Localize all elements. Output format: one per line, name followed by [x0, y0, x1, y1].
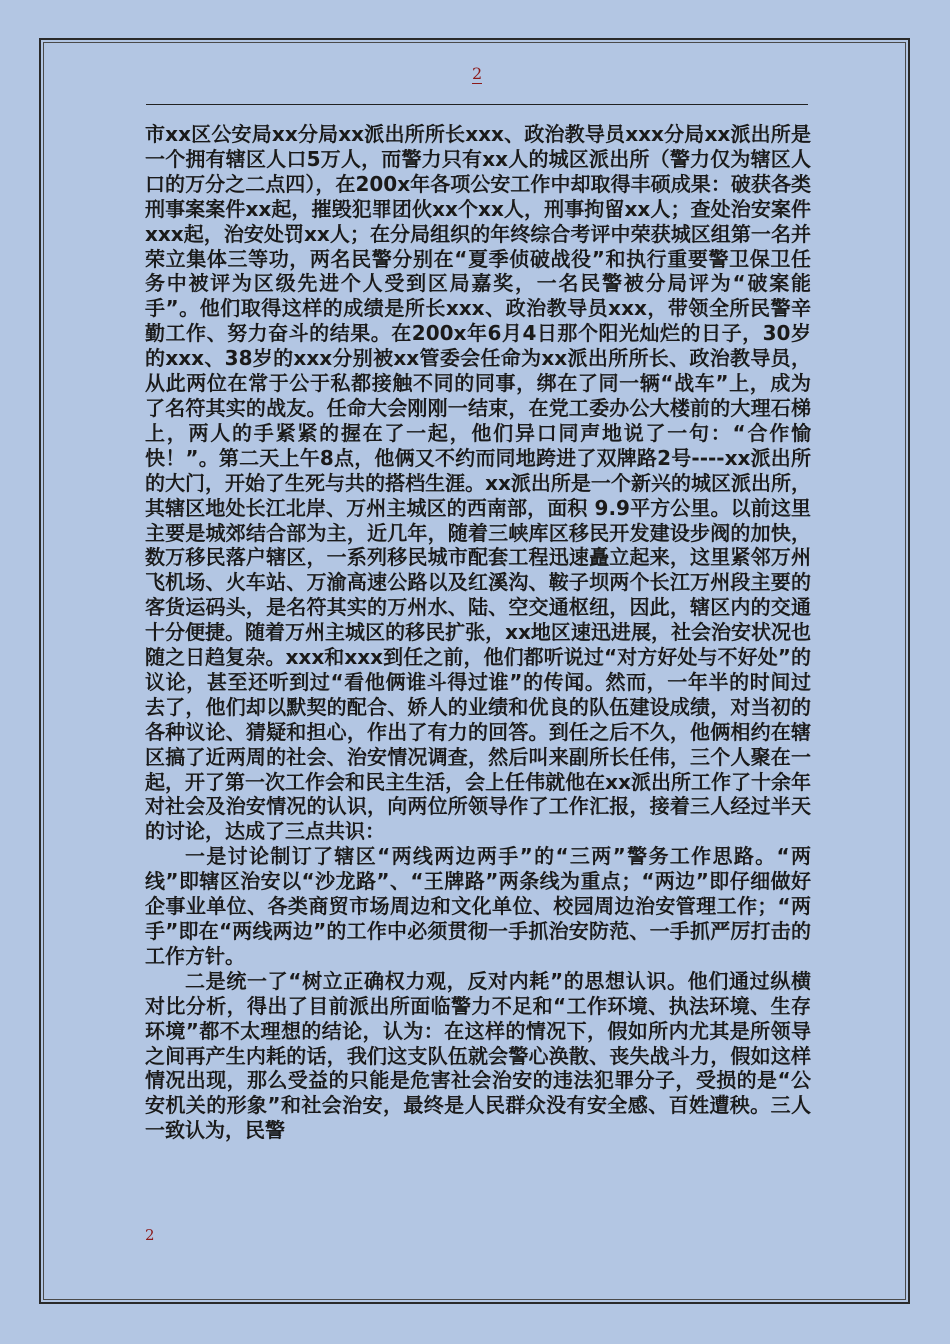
document-body [145, 122, 811, 1143]
body-paragraph: 一是讨论制订了辖区“两线两边两手”的“三两”警务工作思路。“两线”即辖区治安以“沙龙路”、“王牌路”两条线为重点；“两边”即仔细做好企事业单位、各类商贸市场周边和文化单位、校园周边治安管理工作；“两手”即在“两线两边”的工作中必须贯彻一手抓治安防范、一手抓严厉打击的工作方针。 [145, 844, 811, 968]
footer-page-number: 2 [145, 1226, 155, 1244]
body-paragraph: 市xx区公安局xx分局xx派出所所长xxx、政治教导员xxx分局xx派出所是一个拥有辖区人口5万人，而警力只有xx人的城区派出所（警力仅为辖区人口的万分之二点四），在200x年各项公安工作中却取得丰硕成果：破获各类刑事案案件xx起，摧毁犯罪团伙xx个xx人，刑事拘留xx人；查处治安案件xxx起，治安处罚xx人；在分局组织的年终综合考评中荣获城区组第一名并荣立集体三等功，两名民警分别在“夏季侦破战役”和执行重要警卫保卫任务中被评为区级先进个人受到区局嘉奖，一名民警被分局评为“破案能手”。他们取得这样的成绩是所长xxx、政治教导员xxx，带领全所民警辛勤工作、努力奋斗的结果。在200x年6月4日那个阳光灿烂的日子，30岁的xxx、38岁的xxx分别被xx管委会任命为xx派出所所长、政治教导员，从此两位在常于公于私都接触不同的同事，绑在了同一辆“战车”上，成为了名符其实的战友。任命大会刚刚一结束，在党工委办公大楼前的大理石梯上，两人的手紧紧的握在了一起，他们异口同声地说了一句：“合作愉快！”。第二天上午8点，他俩又不约而同地跨进了双牌路2号----xx派出所的大门，开始了生死与共的搭档生涯。xx派出所是一个新兴的城区派出所，其辖区地处长江北岸、万州主城区的西南部，面积 9.9平方公里。以前这里主要是城郊结合部为主，近几年，随着三峡库区移民开发建设步阀的加快，数万移民落户辖区，一系列移民城市配套工程迅速矗立起来，这里紧邻万州飞机场、火车站、万渝高速公路以及红溪沟、鞍子坝两个长江万州段主要的客货运码头，是名符其实的万州水、陆、空交通枢纽，因此，辖区内的交通十分便捷。随着万州主城区的移民扩张，xx地区速迅进展，社会治安状况也随之日趋复杂。xxx和xxx到任之前，他们都听说过“对方好处与不好处”的议论，甚至还听到过“看他俩谁斗得过谁”的传闻。然而，一年半的时间过去了，他们却以默契的配合、娇人的业绩和优良的队伍建设成绩，对当初的各种议论、猜疑和担心，作出了有力的回答。到任之后不久，他俩相约在辖区搞了近两周的社会、治安情况调查，然后叫来副所长任伟，三个人聚在一起，开了第一次工作会和民主生活，会上任伟就他在xx派出所工作了十余年对社会及治安情况的认识，向两位所领导作了工作汇报，接着三人经过半天的讨论，达成了三点共识： [145, 122, 811, 844]
header-page-number: 2 [472, 64, 483, 83]
document-page [39, 38, 910, 1304]
header-divider [146, 104, 808, 105]
body-paragraph: 二是统一了“树立正确权力观，反对内耗”的思想认识。他们通过纵横对比分析，得出了目前派出所面临警力不足和“工作环境、执法环境、生存环境”都不太理想的结论，认为：在这样的情况下，假如所内尤其是所领导之间再产生内耗的话，我们这支队伍就会警心涣散、丧失战斗力，假如这样情况出现，那么受益的只能是危害社会治安的违法犯罪分子，受损的是“公安机关的形象”和社会治安，最终是人民群众没有安全感、百姓遭秧。三人一致认为，民警 [145, 968, 811, 1143]
